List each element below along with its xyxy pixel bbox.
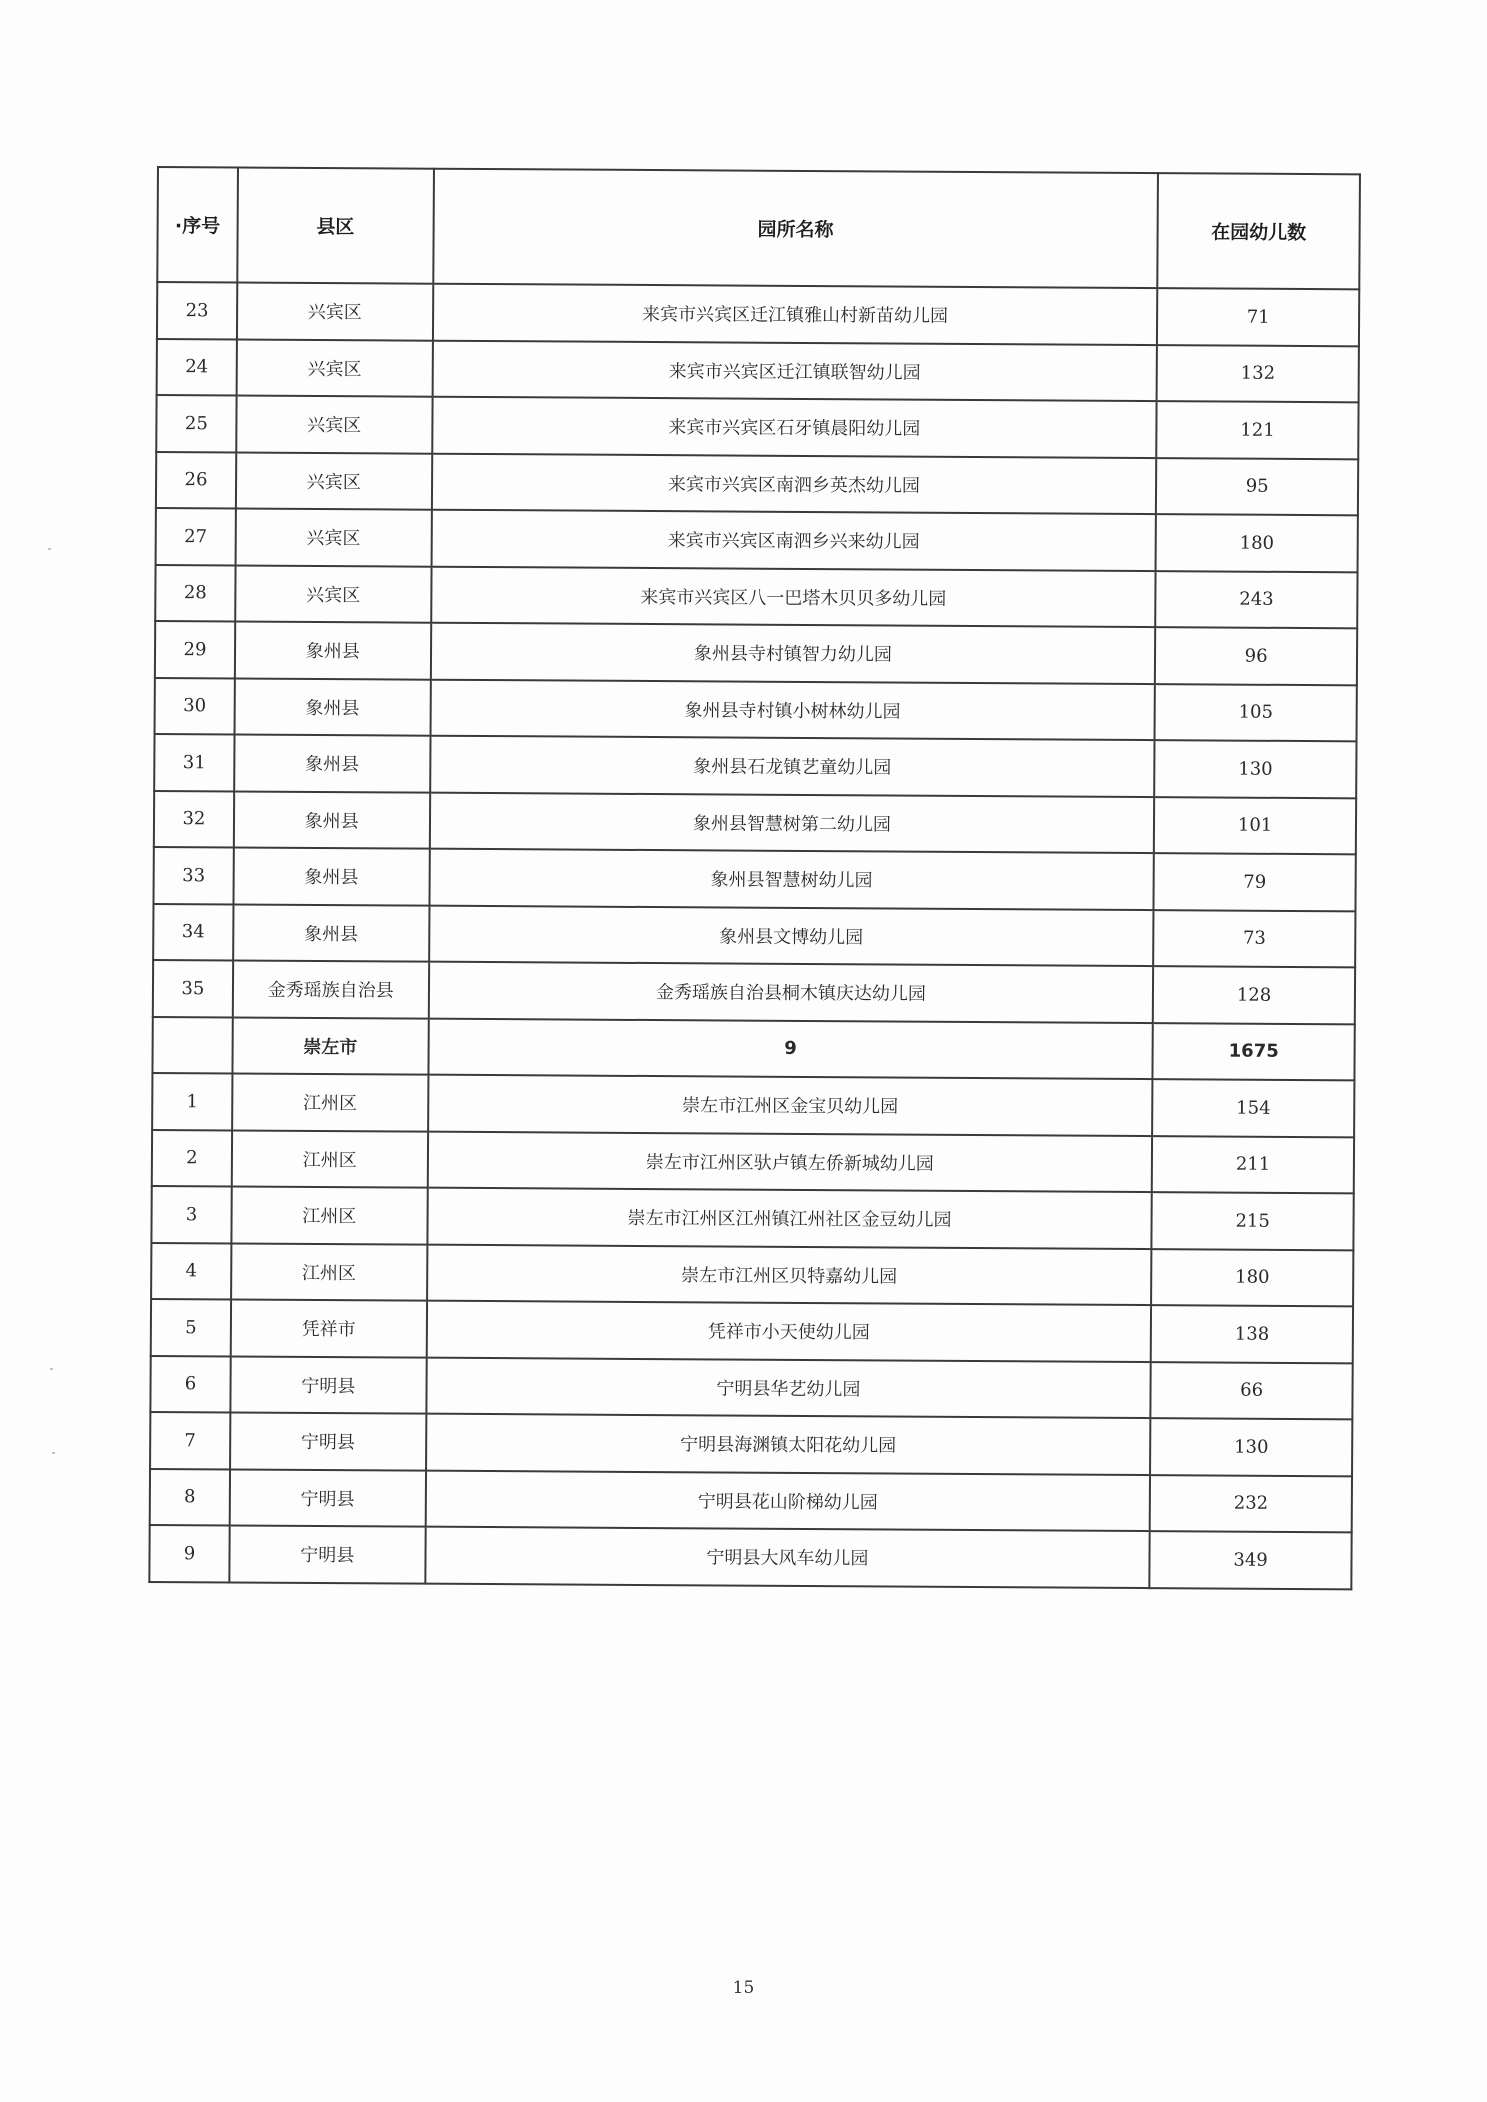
cell-count: 73	[1153, 910, 1355, 968]
cell-county: 江州区	[232, 1130, 428, 1188]
cell-seq: 3	[151, 1186, 231, 1243]
scan-speck	[48, 548, 51, 550]
cell-count: 138	[1151, 1305, 1353, 1363]
cell-county: 江州区	[231, 1243, 427, 1301]
city-subtotal-row	[152, 1016, 1354, 1080]
table-row	[150, 1355, 1352, 1419]
cell-name: 来宾市兴宾区迁江镇联智幼儿园	[432, 340, 1157, 401]
cell-name: 象州县石龙镇艺童幼儿园	[430, 736, 1155, 797]
table-row	[153, 903, 1355, 967]
cell-seq	[152, 1016, 232, 1073]
cell-name: 宁明县海渊镇太阳花幼儿园	[426, 1414, 1151, 1475]
cell-count: 130	[1150, 1418, 1352, 1476]
cell-count: 71	[1157, 288, 1359, 346]
cell-seq: 35	[153, 960, 233, 1017]
table-row	[155, 677, 1357, 741]
table-row	[149, 1525, 1351, 1589]
cell-seq: 5	[151, 1299, 231, 1356]
cell-city: 崇左市	[232, 1017, 428, 1075]
cell-count: 95	[1156, 458, 1358, 516]
cell-name: 来宾市兴宾区南泗乡兴来幼儿园	[431, 510, 1156, 571]
cell-name: 金秀瑶族自治县桐木镇庆达幼儿园	[428, 962, 1153, 1023]
cell-count: 79	[1154, 853, 1356, 911]
cell-count: 243	[1155, 571, 1357, 629]
table-row	[157, 339, 1359, 403]
cell-count: 66	[1151, 1362, 1353, 1420]
cell-count: 180	[1151, 1249, 1353, 1307]
cell-count: 96	[1155, 627, 1357, 685]
cell-seq: 8	[150, 1468, 230, 1525]
cell-county: 宁明县	[230, 1469, 426, 1527]
cell-seq: 9	[149, 1525, 229, 1582]
cell-count: 154	[1152, 1079, 1354, 1137]
table-row	[152, 1129, 1354, 1193]
cell-name: 崇左市江州区金宝贝幼儿园	[428, 1075, 1153, 1136]
cell-seq: 7	[150, 1412, 230, 1469]
cell-seq: 6	[150, 1355, 230, 1412]
cell-county: 象州县	[233, 847, 429, 905]
cell-name: 象州县智慧树第二幼儿园	[429, 792, 1154, 853]
cell-count: 232	[1150, 1475, 1352, 1533]
table-row	[156, 395, 1358, 459]
header-kindergarten-name: 园所名称	[433, 169, 1158, 288]
cell-count: 130	[1154, 740, 1356, 798]
cell-county: 宁明县	[230, 1356, 426, 1414]
table-row	[151, 1242, 1353, 1306]
cell-seq: 32	[154, 790, 234, 847]
table-row	[154, 734, 1356, 798]
cell-county: 金秀瑶族自治县	[233, 960, 429, 1018]
table-header-row	[157, 167, 1360, 289]
table-row	[157, 282, 1359, 346]
cell-name: 凭祥市小天使幼儿园	[426, 1301, 1151, 1362]
cell-county: 宁明县	[229, 1525, 425, 1583]
kindergarten-table	[148, 166, 1361, 1590]
cell-county: 兴宾区	[236, 452, 432, 510]
table-row	[151, 1186, 1353, 1250]
table-row	[151, 1299, 1353, 1363]
cell-count: 215	[1152, 1192, 1354, 1250]
page-number: 15	[732, 1978, 755, 1998]
cell-count: 101	[1154, 797, 1356, 855]
cell-name: 象州县寺村镇智力幼儿园	[430, 623, 1155, 684]
table-row	[150, 1412, 1352, 1476]
cell-count: 128	[1153, 966, 1355, 1024]
cell-county: 兴宾区	[235, 565, 431, 623]
cell-county: 江州区	[231, 1186, 427, 1244]
header-county: 县区	[237, 167, 433, 283]
cell-name: 崇左市江州区江州镇江州社区金豆幼儿园	[427, 1188, 1152, 1249]
table-row	[153, 847, 1355, 911]
cell-name: 崇左市江州区贝特嘉幼儿园	[427, 1244, 1152, 1305]
cell-kindergarten-total: 9	[428, 1018, 1153, 1079]
table-row	[153, 960, 1355, 1024]
cell-count: 132	[1157, 345, 1359, 403]
cell-seq: 4	[151, 1242, 231, 1299]
cell-seq: 34	[153, 903, 233, 960]
cell-name: 来宾市兴宾区迁江镇雅山村新苗幼儿园	[433, 284, 1158, 345]
cell-seq: 27	[156, 508, 236, 565]
cell-name: 象州县智慧树幼儿园	[429, 849, 1154, 910]
scan-speck	[50, 1368, 53, 1370]
header-enrolled-children: 在园幼儿数	[1158, 173, 1360, 289]
cell-seq: 23	[157, 282, 237, 339]
cell-count: 349	[1150, 1531, 1352, 1589]
cell-seq: 28	[155, 564, 235, 621]
cell-seq: 26	[156, 452, 236, 509]
scan-speck	[52, 1452, 55, 1454]
cell-county: 象州县	[234, 791, 430, 849]
cell-seq: 24	[157, 339, 237, 396]
cell-county: 宁明县	[230, 1412, 426, 1470]
cell-seq: 30	[155, 677, 235, 734]
cell-name: 宁明县大风车幼儿园	[425, 1527, 1150, 1588]
cell-name: 来宾市兴宾区南泗乡英杰幼儿园	[431, 453, 1156, 514]
cell-name: 来宾市兴宾区石牙镇晨阳幼儿园	[432, 397, 1157, 458]
cell-county: 象州县	[234, 678, 430, 736]
cell-county: 兴宾区	[236, 339, 432, 397]
cell-county: 兴宾区	[235, 508, 431, 566]
cell-children-total: 1675	[1153, 1023, 1355, 1081]
table-row	[150, 1468, 1352, 1532]
cell-name: 象州县文博幼儿园	[429, 905, 1154, 966]
cell-count: 211	[1152, 1136, 1354, 1194]
table-row	[156, 452, 1358, 516]
cell-seq: 1	[152, 1073, 232, 1130]
cell-seq: 25	[156, 395, 236, 452]
cell-county: 兴宾区	[236, 395, 432, 453]
cell-county: 象州县	[235, 621, 431, 679]
cell-name: 来宾市兴宾区八一巴塔木贝贝多幼儿园	[431, 566, 1156, 627]
cell-county: 象州县	[233, 904, 429, 962]
cell-name: 象州县寺村镇小树林幼儿园	[430, 679, 1155, 740]
cell-name: 宁明县花山阶梯幼儿园	[425, 1470, 1150, 1531]
header-seq: ·序号	[157, 167, 238, 282]
cell-seq: 29	[155, 621, 235, 678]
table-row	[154, 790, 1356, 854]
table-row	[156, 508, 1358, 572]
cell-county: 江州区	[232, 1073, 428, 1131]
cell-seq: 2	[152, 1129, 232, 1186]
table-row	[152, 1073, 1354, 1137]
cell-seq: 33	[153, 847, 233, 904]
cell-name: 宁明县华艺幼儿园	[426, 1357, 1151, 1418]
cell-count: 105	[1155, 684, 1357, 742]
cell-county: 凭祥市	[231, 1299, 427, 1357]
table-row	[155, 621, 1357, 685]
cell-county: 兴宾区	[237, 282, 433, 340]
cell-county: 象州县	[234, 734, 430, 792]
cell-count: 121	[1156, 401, 1358, 459]
cell-count: 180	[1156, 514, 1358, 572]
table-row	[155, 564, 1357, 628]
cell-name: 崇左市江州区驮卢镇左侨新城幼儿园	[427, 1131, 1152, 1192]
cell-seq: 31	[154, 734, 234, 791]
